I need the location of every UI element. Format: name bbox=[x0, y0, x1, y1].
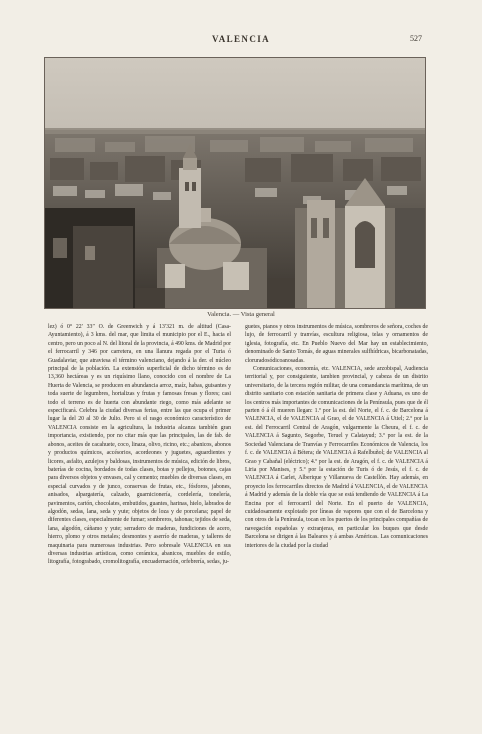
paragraph: lez) ó 0° 22′ 33″ O. de Greenwich y á 13′321 m. de altitud (Casa-Ayuntamiento), á 3 kms. del mar, que limita el municipio por el E., hacia el centro, pero un poco al N. del litoral de la provincia, á 490 kms. de Madrid por el ferrocarril y 346 por carretera, en una llanura regada por el Turia ó Guadalaviar, que atraviesa el término valenciano, dejando á la der. el núcleo principal de la población. La extensión superficial de dicho término es de 13,360 hectáreas y es un riquísimo llano, conocido con el nombre de La Huerta de Valencia, se producen en abundancia arroz, maíz, habas, guisantes y toda suerte de legumbres, hortalizas y frutas y famosas fresas y flores; casi todo el terreno es de huerta con abundante riego, como más adelante se especificará. Celebra la ciudad diversas ferias, entre las que ocupa el primer lugar la del 20 al 30 de Julio. Pero si el rasgo económico característico de VALENCIA consiste en la agricultura, la industria alcanza también gran importancia, existiendo, por no citar más que las principales, las de fab. de abonos, aceites de cacahuete, coco, linaza, olivo, ricino, etc.; abanicos, abonos y productos químicos, accésorios, acordeones y juguetes, aguardientes y licores, asfalto, azulejos y baldosas, instrumentos de música, edición de libros, baterías de cocina, bordados de todas clases, botas y pellejos, botones, cajas para diversos objetos y envases, cal y cemento; muebles de diversas clases, en especial curvados y de junco, conservas de frutas, etc., fósforos, jabones, anisados, alpargatería, calzado, guarnicionería, cordelería, tonelería, pavimentos, cartón, chocolates, embutidos, guantes, harinas, hielo, labrados de algodón, sedas, lana, seda y yute; objetos de loza y de porcelana; papel de diferentes clases, especialmente de fumar; sombreros, tahonas; tejidos de seda, lana, algodón, cáñamo y yute; serradero de maderas, fundiciones de acero, hierro, plomo y otros metales; desmontes y aserrío de maderas, y talleres de maquinaria para numerosas industrias. Pero sobresale VALENCIA en sus diversas industrias artísticas, como cerámica, abanicos, muebles de estilo, litografía, fotograbado, cromolitografía, encuadernación, orfebrería, sedas, ju- bbox=[48, 324, 231, 566]
text-column-right bbox=[245, 323, 428, 550]
city-panorama-photo bbox=[44, 57, 426, 309]
paragraph: Comunicaciones, economía, etc. VALENCIA, sede arzobispal, Audiencia territorial y, por consiguiente, tambien provincial, y cabeza de un distrito universitario, de la tercera región militar, de una comandancia marítima, de un distrito sanitario con estación sanitaria de primera clase y Aduana, es uno de los centros más importantes de comunicaciones de la Península, pues que de él parten ó á él mueren llegan: 1.º por la est. del Norte, el f. c. de Barcelona á VALENCIA, el de VALENCIA al Grao, el de VALENCIA á Utiel; 2.º por la est. del Ferrocarril Central de Aragón, vulgarmente la Cheura, el f. c. de VALENCIA á Sagunto, Segorbe, Teruel y Calatayud; 3.º por la est. de la Sociedad Valenciana de Tranvías y Ferrocarriles Económicos de Valencia, los f. c. de VALENCIA á Bétera; de VALENCIA á Rafelbuñol; de VALENCIA al Grao y Cabañal (eléctrico); 4.º por la est. de Aragón, el f. c. de VALENCIA á Liria por Manises, y 5.º por la estación de Turis ó de Jesús, el f. c. de VALENCIA á Carlet, Alberique y Villanueva de Castellón. Hay además, en proyecto los ferrocarriles directos de Madrid á VALENCIA, el de VALENCIA á Madrid y además de la doble vía que se está tendiendo de VALENCIA á La Encina por el ferrocarril del Norte. En el puerto de VALENCIA, cuidadosamente explotado por líneas de vapores que con el de Barcelona y con otros de la Península, tocan en los puertos de los principales compañías de navegación españolas y extranjeras, en particular los buques que desde Barcelona se dirigen á las Baleares y á ambas Américas. Las comunicaciones interiores de la ciudad por la ciudad bbox=[245, 366, 428, 549]
text-column-left bbox=[48, 323, 231, 567]
photo-caption: Valencia. — Vista general bbox=[207, 311, 275, 318]
page-number: 527 bbox=[410, 34, 422, 43]
paragraph: guetes, pianos y otros instrumentos de música, sombreros de señora, coches de lujo, de ferrocarril y tranvías, escultura religiosa, telas y ornamentos de iglesia, fotografía, etc. En Pueblo Nuevo del Mar hay un establecimiento, denominado de Santo Tomás, de aguas minerales sulfhídricas, bicarbonatadas, cloruradosódicoanosadas. bbox=[245, 324, 428, 364]
running-title: VALENCIA bbox=[211, 34, 271, 44]
